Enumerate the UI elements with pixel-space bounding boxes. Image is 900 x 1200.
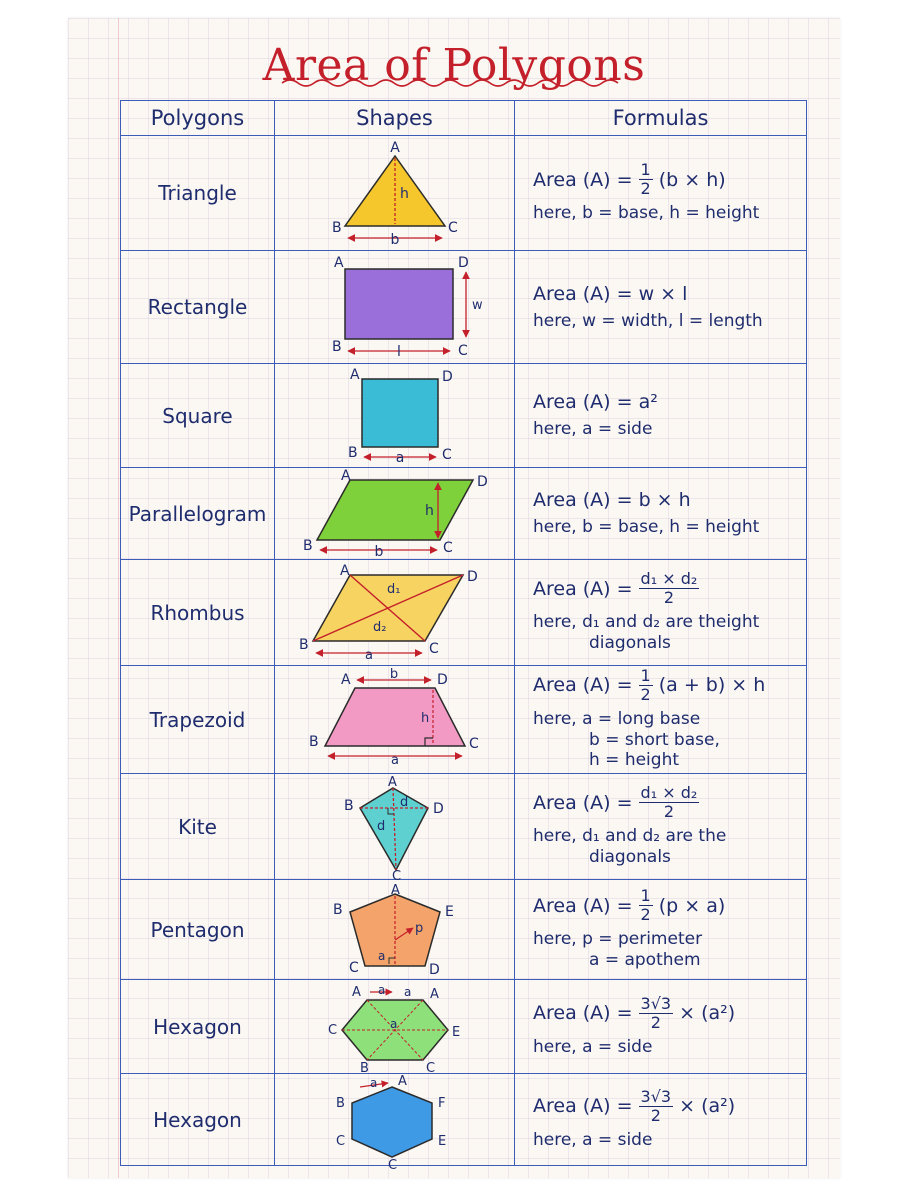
formula-desc	[533, 612, 806, 653]
polygon-name: Square	[121, 364, 275, 468]
formula-rhs: (a + b) × h	[658, 674, 766, 697]
formula-lhs: Area (A) =	[533, 168, 633, 191]
fraction	[639, 571, 700, 606]
formula: Area (A) = w × l	[533, 282, 688, 305]
vertex-label: B	[331, 338, 342, 355]
formula	[533, 888, 806, 923]
table-row	[121, 251, 807, 364]
frac-den: 2	[663, 588, 674, 608]
desc-line: here, d₁ and d₂ are the	[533, 826, 727, 847]
vertex-label: A	[339, 562, 350, 579]
table-row	[121, 468, 807, 560]
frac-den: 2	[650, 1012, 661, 1032]
formula-lhs: Area (A) =	[533, 1002, 633, 1025]
vertex-label: A	[340, 467, 351, 484]
rectangle-shape	[275, 251, 515, 364]
vertex-label: C	[327, 1022, 337, 1038]
vertex-label: E	[451, 1024, 460, 1040]
vertex-label: C	[425, 1060, 435, 1076]
formula-desc: here, a = side	[533, 419, 653, 440]
frac-num: d₁ × d₂	[640, 569, 698, 589]
formula-desc: here, a = side	[533, 1129, 653, 1150]
vertex-label: A	[429, 986, 439, 1002]
formula-cell	[515, 251, 807, 364]
formula	[533, 162, 806, 197]
vertex-label: B	[308, 733, 319, 750]
fraction	[639, 665, 653, 704]
formula-lhs: Area (A) =	[533, 577, 633, 600]
base-label: b	[390, 232, 399, 248]
fraction	[639, 162, 653, 197]
table-row	[121, 774, 807, 880]
vertex-label: D	[428, 961, 440, 978]
base-label: b	[374, 543, 383, 560]
table-row	[121, 980, 807, 1074]
formula	[533, 993, 806, 1032]
vertex-label: C	[457, 342, 468, 359]
side-label: a	[389, 1016, 397, 1031]
margin-line	[118, 18, 119, 1178]
base-label: a	[390, 752, 399, 768]
vertex-label: D	[476, 473, 488, 490]
side-label: w	[471, 297, 483, 313]
diagonal-label: d₂	[372, 619, 386, 635]
formula	[533, 785, 806, 820]
vertex-label: E	[437, 1133, 446, 1149]
desc-line: here, d₁ and d₂ are theight	[533, 612, 760, 633]
formula-lhs: Area (A) =	[533, 1095, 633, 1118]
formula-cell	[515, 136, 807, 251]
polygon-name: Rectangle	[121, 251, 275, 364]
vertex-label: C	[442, 539, 453, 556]
formula-cell	[515, 980, 807, 1074]
formula: Area (A) = b × h	[533, 489, 691, 512]
frac-num: 3√3	[640, 993, 672, 1013]
kite-shape	[275, 774, 515, 884]
table-row	[121, 364, 807, 468]
frac-den: 2	[640, 905, 651, 925]
vertex-label: C	[441, 446, 452, 463]
desc-line: h = height	[589, 750, 680, 771]
table-row	[121, 136, 807, 251]
polygon-name: Hexagon	[121, 1074, 275, 1166]
formula	[533, 665, 806, 704]
desc-line: b = short base,	[589, 729, 720, 750]
formula-desc	[533, 709, 806, 771]
vertex-label: B	[359, 1060, 369, 1076]
vertex-label: A	[349, 366, 360, 383]
hexagon-shape	[275, 980, 515, 1074]
frac-num: 1	[640, 665, 651, 685]
formula-desc: here, b = base, h = height	[533, 517, 760, 538]
formula-desc	[533, 929, 806, 970]
diagonal-label: d	[376, 818, 385, 834]
polygon-name: Kite	[121, 774, 275, 880]
vertex-label: A	[333, 254, 344, 271]
vertex-label: A	[351, 984, 361, 1000]
vertex-label: B	[335, 1095, 345, 1111]
frac-num: 1	[640, 886, 651, 906]
diagonal-label: d₁	[386, 581, 400, 597]
polygon-name: Rhombus	[121, 560, 275, 666]
title-underline	[280, 76, 620, 90]
vertex-label: C	[348, 959, 359, 976]
vertex-label: C	[391, 868, 401, 884]
formula-rhs: (p × a)	[658, 894, 726, 917]
page-title: Area of Polygons	[262, 40, 646, 91]
frac-den: 2	[663, 802, 674, 822]
frac-num: d₁ × d₂	[640, 783, 698, 803]
vertex-label: B	[343, 797, 354, 814]
trapezoid-shape	[275, 666, 515, 774]
vertex-label: F	[437, 1095, 445, 1111]
vertex-label: B	[302, 537, 313, 554]
fraction	[639, 785, 700, 820]
formula-desc: here, a = side	[533, 1036, 653, 1057]
vertex-label: C	[387, 1157, 397, 1173]
vertex-label: A	[387, 774, 397, 790]
square-shape	[275, 364, 515, 468]
vertex-label: A	[389, 140, 400, 156]
formula-desc: here, w = width, l = length	[533, 310, 763, 331]
desc-line: a = apothem	[589, 950, 701, 970]
frac-num: 1	[640, 160, 651, 180]
polygon-table	[120, 100, 807, 1173]
vertex-label: C	[468, 735, 479, 752]
frac-den: 2	[640, 179, 651, 199]
formula-desc	[533, 826, 806, 867]
fraction	[639, 993, 674, 1032]
perimeter-label: p	[414, 920, 423, 936]
formula-lhs: Area (A) =	[533, 894, 633, 917]
pentagon-shape	[275, 880, 515, 980]
formula: Area (A) = a²	[533, 391, 658, 414]
vertex-label: B	[347, 444, 358, 461]
rhombus-shape	[275, 560, 515, 666]
vertex-label: B	[331, 220, 342, 236]
desc-line: here, p = perimeter	[533, 929, 703, 950]
formula-rhs: × (a²)	[679, 1095, 736, 1118]
formula-cell	[515, 560, 807, 666]
table-header-row	[121, 101, 807, 136]
header-shapes: Shapes	[275, 101, 515, 136]
base-label: l	[396, 343, 401, 360]
vertex-label: A	[397, 1073, 407, 1089]
desc-line: diagonals	[589, 847, 671, 867]
vertex-label: A	[340, 671, 351, 688]
frac-num: 3√3	[640, 1086, 672, 1106]
formula-lhs: Area (A) =	[533, 791, 633, 814]
polygon-name: Hexagon	[121, 980, 275, 1074]
formula-cell	[515, 1074, 807, 1166]
parallelogram-shape	[275, 468, 515, 560]
vertex-label: C	[447, 220, 458, 236]
formula-rhs: × (a²)	[679, 1002, 736, 1025]
formula-cell	[515, 364, 807, 468]
formula-cell	[515, 666, 807, 774]
frac-den: 2	[640, 684, 651, 704]
formula-cell	[515, 468, 807, 560]
formula-cell	[515, 880, 807, 980]
desc-line: here, a = long base	[533, 708, 701, 729]
formula-rhs: (b × h)	[658, 168, 726, 191]
vertex-label: C	[335, 1133, 345, 1149]
formula-desc: here, b = base, h = height	[533, 203, 760, 224]
height-label: h	[420, 710, 429, 726]
vertex-label: D	[441, 368, 453, 385]
hexagon-shape	[275, 1073, 515, 1173]
formula-lhs: Area (A) =	[533, 674, 633, 697]
side-label: a	[403, 984, 411, 999]
formula	[533, 571, 806, 606]
vertex-label: D	[466, 568, 478, 585]
vertex-label: E	[444, 903, 454, 920]
side-label: a	[377, 982, 385, 997]
fraction	[639, 1086, 674, 1125]
table-row	[121, 1074, 807, 1166]
vertex-label: D	[457, 254, 469, 271]
base-label: a	[364, 647, 373, 663]
height-label: h	[399, 186, 409, 202]
table-row	[121, 560, 807, 666]
formula-cell	[515, 774, 807, 880]
vertex-label: D	[436, 671, 448, 688]
fraction	[639, 888, 653, 923]
vertex-label: B	[298, 636, 309, 653]
triangle-shape	[275, 136, 515, 251]
height-label: h	[424, 502, 434, 519]
polygon-name: Parallelogram	[121, 468, 275, 560]
desc-line: diagonals	[589, 633, 671, 653]
polygon-name: Pentagon	[121, 880, 275, 980]
formula	[533, 1086, 806, 1125]
apothem-label: a	[377, 948, 385, 963]
side-label: a	[369, 1075, 377, 1090]
top-label: b	[389, 666, 398, 682]
vertex-label: B	[332, 901, 343, 918]
polygon-name: Trapezoid	[121, 666, 275, 774]
table-row	[121, 880, 807, 980]
vertex-label: D	[432, 800, 444, 817]
polygon-name: Triangle	[121, 136, 275, 251]
vertex-label: C	[428, 640, 439, 657]
base-label: a	[395, 449, 404, 466]
vertex-label: A	[390, 882, 400, 898]
frac-den: 2	[650, 1105, 661, 1125]
header-polygons: Polygons	[121, 101, 275, 136]
diagonal-label: d	[399, 794, 408, 810]
table-row	[121, 666, 807, 774]
header-formulas: Formulas	[515, 101, 807, 136]
